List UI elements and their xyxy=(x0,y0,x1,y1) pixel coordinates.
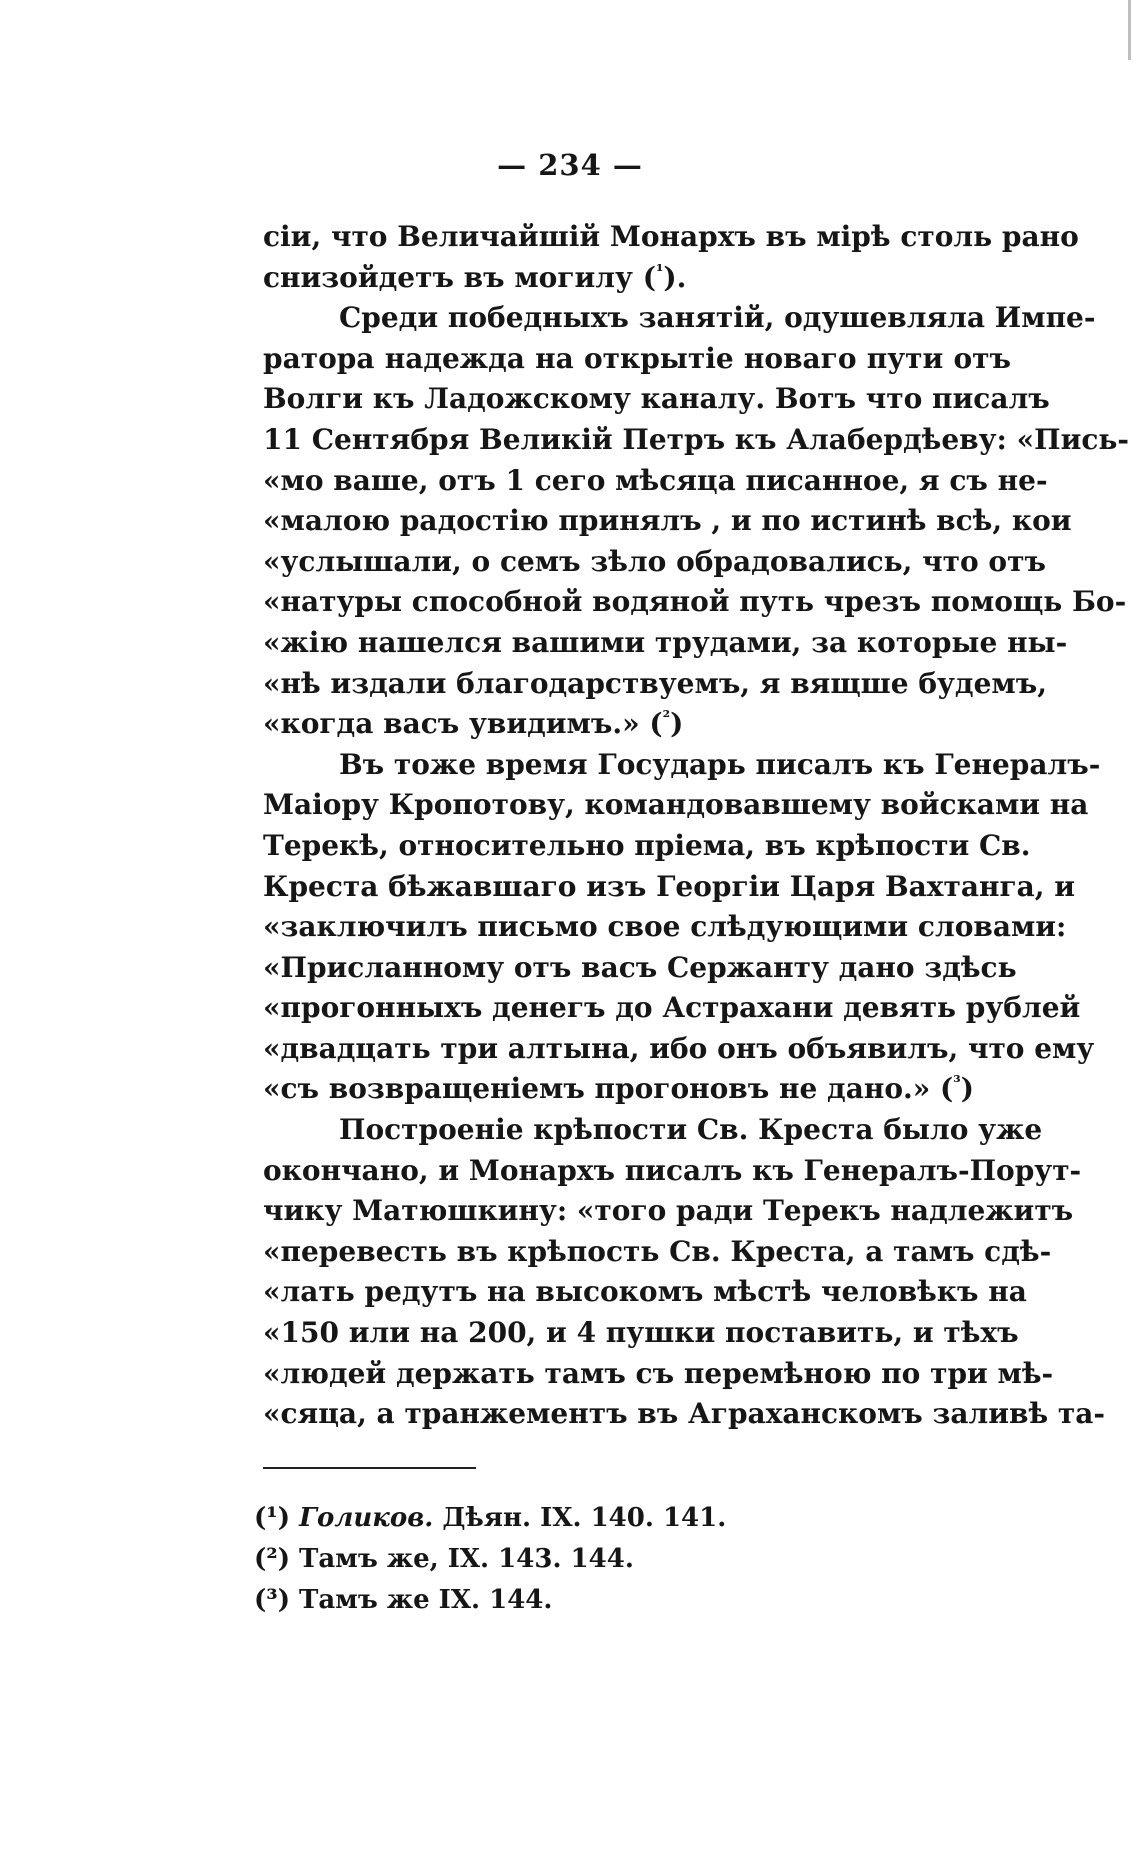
text-line xyxy=(263,258,1011,299)
footnote-ref: ³ xyxy=(953,1073,961,1094)
footnotes xyxy=(254,1498,726,1621)
text-line: «жію нашелся вашими трудами, за которые ны- xyxy=(263,625,1068,659)
text-line: Среди победныхъ занятій, одушевляла Импе- xyxy=(339,301,1096,335)
text-line-content: «когда васъ увидимъ.» ( xyxy=(263,707,663,741)
text-line: 11 Сентября Великій Петръ къ Алабердѣеву: «Пись- xyxy=(263,422,1130,456)
footnote-ref-close: ) xyxy=(670,707,684,741)
footnote-mark: (²) xyxy=(254,1544,290,1574)
text-line: чику Матюшкину: «того ради Терекъ надлежитъ xyxy=(263,1194,1074,1228)
footnote xyxy=(254,1539,726,1580)
text-line: Маіору Кропотову, командовавшему войсками на xyxy=(263,788,1089,822)
footnote-author: Голиков. xyxy=(299,1503,434,1533)
footnote-mark: (³) xyxy=(254,1585,290,1615)
text-line: «двадцать три алтына, ибо онъ объявилъ, что ему xyxy=(263,1031,1095,1065)
text-line: «прогонныхъ денегъ до Астрахани девять рублей xyxy=(263,991,1081,1025)
footnote-mark: (¹) xyxy=(254,1503,290,1533)
text-line-content: «съ возвращеніемъ прогоновъ не дано.» ( xyxy=(263,1072,954,1106)
text-line-content: снизойдетъ въ могилу ( xyxy=(263,260,656,294)
text-line xyxy=(263,1069,1011,1110)
footnote-text: Тамъ же, IX. 143. 144. xyxy=(290,1544,634,1574)
footnote-ref: ¹ xyxy=(655,261,664,282)
text-line: сіи, что Величайшій Монархъ въ мірѣ столь рано xyxy=(263,220,1079,253)
text-line: «лать редутъ на высокомъ мѣстѣ человѣкъ на xyxy=(263,1275,1027,1309)
text-line: «мо ваше, отъ 1 сего мѣсяца писанное, я съ не- xyxy=(263,463,1048,497)
text-line: «малою радостію принялъ , и по истинѣ всѣ, кои xyxy=(263,504,1072,538)
footnote-text: Дѣян. IX. 140. 141. xyxy=(433,1503,727,1533)
text-line: Креста бѣжавшаго изъ Георгіи Царя Вахтанга, и xyxy=(263,869,1076,903)
text-line: Построеніе крѣпости Св. Креста было уже xyxy=(339,1113,1043,1147)
text-line: «сяца, а транжементъ въ Аграханскомъ заливѣ та- xyxy=(263,1397,1106,1431)
text-line: «нѣ издали благодарствуемъ, я вящше будемъ, xyxy=(263,666,1047,700)
footnote-ref-close: ). xyxy=(663,260,687,294)
footnote-text: Тамъ же IX. 144. xyxy=(290,1585,553,1615)
text-line: «заключилъ письмо свое слѣдующими словами: xyxy=(263,910,1067,944)
text-line: ратора надежда на открытіе новаго пути отъ xyxy=(263,341,1011,375)
text-line: «Присланному отъ васъ Сержанту дано здѣсь xyxy=(263,950,1017,984)
text-line: «150 или на 200, и 4 пушки поставить, и тѣхъ xyxy=(263,1316,1019,1350)
text-line: «перевесть въ крѣпость Св. Креста, а тамъ сдѣ- xyxy=(263,1234,1052,1268)
text-line: «услышали, о семъ зѣло обрадовались, что отъ xyxy=(263,544,1046,578)
scan-edge xyxy=(1128,0,1131,60)
text-line: «натуры способной водяной путь чрезъ помощь Бо- xyxy=(263,585,1127,619)
text-line: «людей держать тамъ съ перемѣною по три мѣ- xyxy=(263,1356,1054,1390)
footnote xyxy=(254,1498,726,1539)
footnote xyxy=(254,1580,726,1621)
text-line xyxy=(263,704,1011,745)
footnote-ref-close: ) xyxy=(960,1072,974,1106)
text-line: Въ тоже время Государь писалъ къ Генералъ- xyxy=(339,747,1101,781)
text-line: Волги къ Ладожскому каналу. Вотъ что писалъ xyxy=(263,382,1050,416)
text-line: окончано, и Монархъ писалъ къ Генералъ-Порут- xyxy=(263,1153,1082,1187)
footnote-divider xyxy=(263,1467,476,1469)
footnote-ref: ² xyxy=(662,707,671,728)
text-line: Терекѣ, относительно пріема, въ крѣпости Св. xyxy=(263,828,1031,862)
page-number: — 234 — xyxy=(497,148,643,182)
body-text xyxy=(263,217,1130,1435)
